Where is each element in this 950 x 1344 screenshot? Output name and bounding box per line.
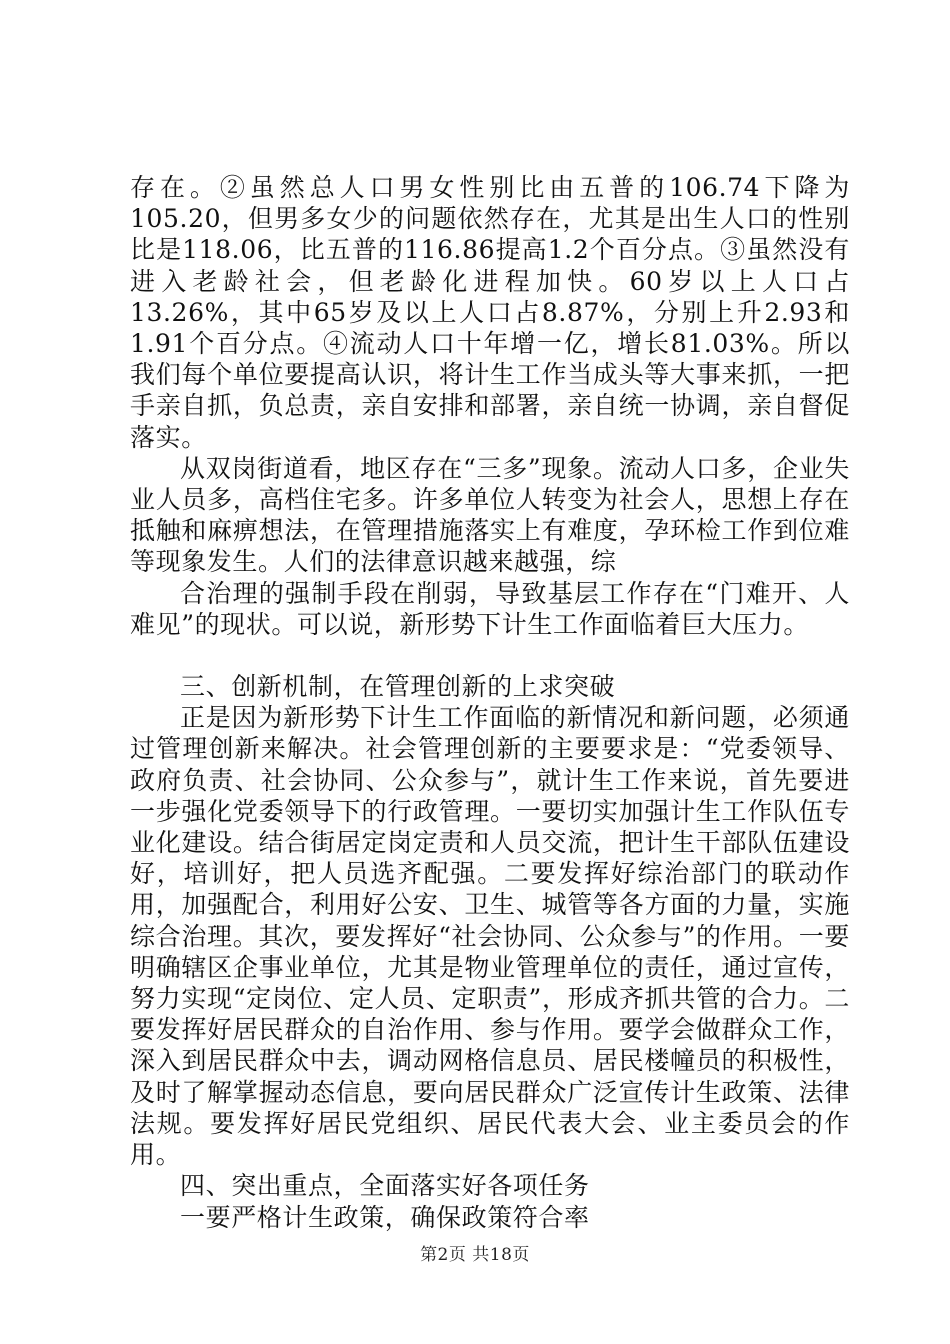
paragraph-comprehensive-governance: 合治理的强制手段在削弱，导致基层工作存在“门难开、人难见”的现状。可以说，新形势下计生工作面临着巨大压力。 [130,578,850,639]
paragraph-shuanggang-street: 从双岗街道看，地区存在“三多”现象。流动人口多，企业失业人员多，高档住宅多。许多单位人转变为社会人，思想上存在抵触和麻痹想法，在管理措施落实上有难度，孕环检工作到位难等现象发生。人们的法律意识越来越强，综 [130,453,850,577]
section-heading-four: 四、突出重点，全面落实好各项任务 [180,1171,590,1201]
paragraph-policy-compliance: 一要严格计生政策，确保政策符合率 [180,1202,590,1232]
page-number-footer: 第2页 共18页 [420,1245,530,1265]
paragraph-statistics: 存在。②虽然总人口男女性别比由五普的106.74下降为105.20，但男多女少的问题依然存在，尤其是出生人口的性别比是118.06，比五普的116.86提高1.2个百分点。③虽然没有进入老龄社会，但老龄化进程加快。60岁以上人口占13.26%，其中65岁及以上人口占8.87%，分别上升2.93和1.91个百分点。④流动人口十年增一亿，增长81.03%。所以我们每个单位要提高认识，将计生工作当成头等大事来抓，一把手亲自抓，负总责，亲自安排和部署，亲自统一协调，亲自督促落实。 [130,173,850,452]
document-body [130,172,850,1233]
section-heading-three: 三、创新机制，在管理创新的上求突破 [180,672,616,702]
paragraph-management-innovation: 正是因为新形势下计生工作面临的新情况和新问题，必须通过管理创新来解决。社会管理创新的主要要求是：“党委领导、政府负责、社会协同、公众参与”，就计生工作来说，首先要进一步强化党委领导下的行政管理。一要切实加强计生工作队伍专业化建设。结合街居定岗定责和人员交流，把计生干部队伍建设好，培训好，把人员选齐配强。二要发挥好综治部门的联动作用，加强配合，利用好公安、卫生、城管等各方面的力量，实施综合治理。其次，要发挥好“社会协同、公众参与”的作用。一要明确辖区企事业单位，尤其是物业管理单位的责任，通过宣传，努力实现“定岗位、定人员、定职责”，形成齐抓共管的合力。二要发挥好居民群众的自治作用、参与作用。要学会做群众工作，深入到居民群众中去，调动网格信息员、居民楼幢员的积极性，及时了解掌握动态信息，要向居民群众广泛宣传计生政策、法律法规。要发挥好居民党组织、居民代表大会、业主委员会的作用。 [130,703,850,1170]
